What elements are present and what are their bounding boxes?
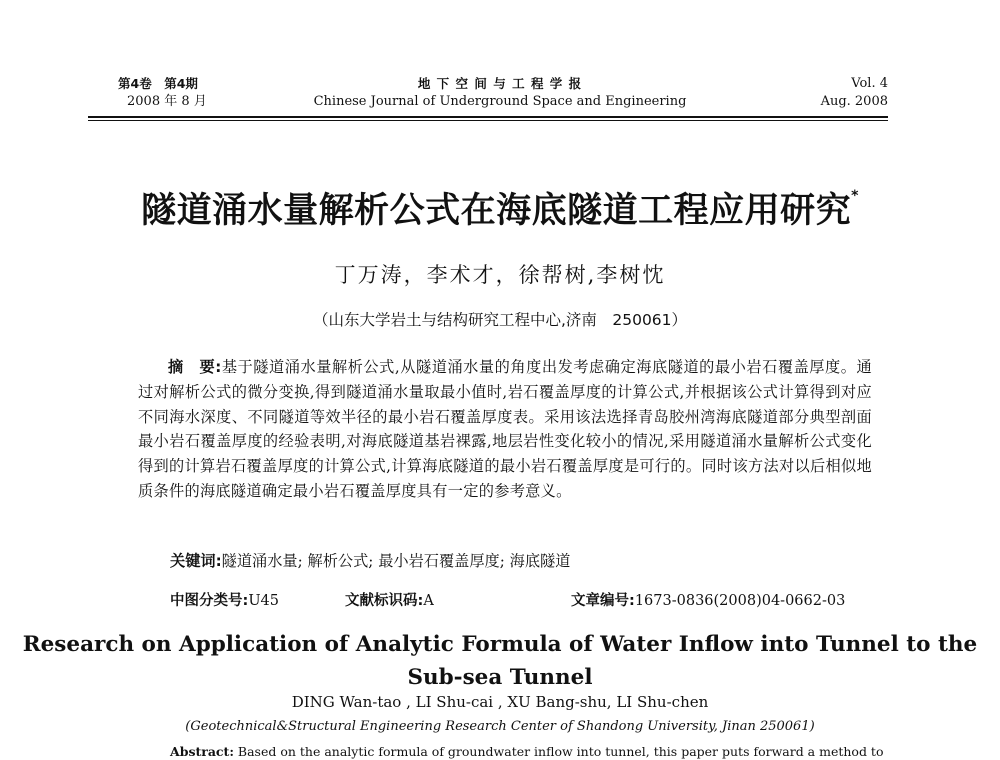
header-rule-thick (88, 116, 888, 118)
journal-name-cn: 地 下 空 间 与 工 程 学 报 (417, 76, 583, 91)
clc-value: U45 (248, 593, 279, 609)
paper-title-en: Research on Application of Analytic Formula of Water Inflow into Tunnel to the Sub-sea Tunnel (22, 632, 978, 690)
document-code-value: A (423, 593, 434, 609)
abstract-cn (138, 355, 872, 504)
affiliation-en: (Geotechnical&Structural Engineering Research Center of Shandong University, Jinan 250061) (185, 719, 815, 734)
abstract-cn-label: 摘 要: (168, 358, 222, 376)
clc-number (170, 589, 279, 610)
journal-date-cn: 2008 年 8 月 (127, 94, 207, 109)
document-code-label: 文献标识码: (345, 593, 424, 609)
journal-name-en: Chinese Journal of Underground Space and Engineering (313, 94, 687, 109)
paper-title-cn (0, 183, 1000, 233)
abstract-en-label: Abstract: (170, 744, 234, 759)
article-number-value: 1673-0836(2008)04-0662-03 (634, 593, 846, 609)
abstract-cn-text: 基于隧道涌水量解析公式,从隧道涌水量的角度出发考虑确定海底隧道的最小岩石覆盖厚度。通过对解析公式的微分变换,得到隧道涌水量取最小值时,岩石覆盖厚度的计算公式,并根据该公式计算得到对应不同海水深度、不同隧道等效半径的最小岩石覆盖厚度表。采用该法选择青岛胶州湾海底隧道部分典型剖面最小岩石覆盖厚度的经验表明,对海底隧道基岩裸露,地层岩性变化较小的情况,采用隧道涌水量解析公式变化得到的计算岩石覆盖厚度的计算公式,计算海底隧道的最小岩石覆盖厚度是可行的。同时该方法对以后相似地质条件的海底隧道确定最小岩石覆盖厚度具有一定的参考意义。 (138, 358, 872, 500)
article-number (571, 589, 845, 610)
journal-date-en: Aug. 2008 (820, 94, 888, 109)
header-rule-thin (88, 120, 888, 121)
abstract-en-text: Based on the analytic formula of groundwater inflow into tunnel, this paper puts forward a method to (237, 744, 884, 759)
article-number-label: 文章编号: (571, 593, 635, 609)
document-code (345, 589, 434, 610)
journal-issue-cn: 第4卷 第4期 (118, 76, 198, 91)
authors-cn: 丁万涛，李术才，徐帮树,李树忱 (334, 263, 666, 287)
abstract-en (170, 744, 884, 759)
keywords-cn-label: 关键词: (170, 552, 222, 570)
paper-title-cn-text: 隧道涌水量解析公式在海底隧道工程应用研究 (141, 191, 852, 231)
affiliation-cn: （山东大学岩土与结构研究工程中心,济南 250061） (312, 311, 688, 329)
keywords-cn-text: 隧道涌水量; 解析公式; 最小岩石覆盖厚度; 海底隧道 (221, 552, 571, 570)
authors-en: DING Wan-tao , LI Shu-cai , XU Bang-shu, LI Shu-chen (291, 693, 709, 711)
journal-volume: Vol. 4 (851, 76, 888, 91)
clc-label: 中图分类号: (170, 593, 249, 609)
title-footnote-mark: * (851, 188, 859, 204)
keywords-cn (170, 550, 570, 571)
